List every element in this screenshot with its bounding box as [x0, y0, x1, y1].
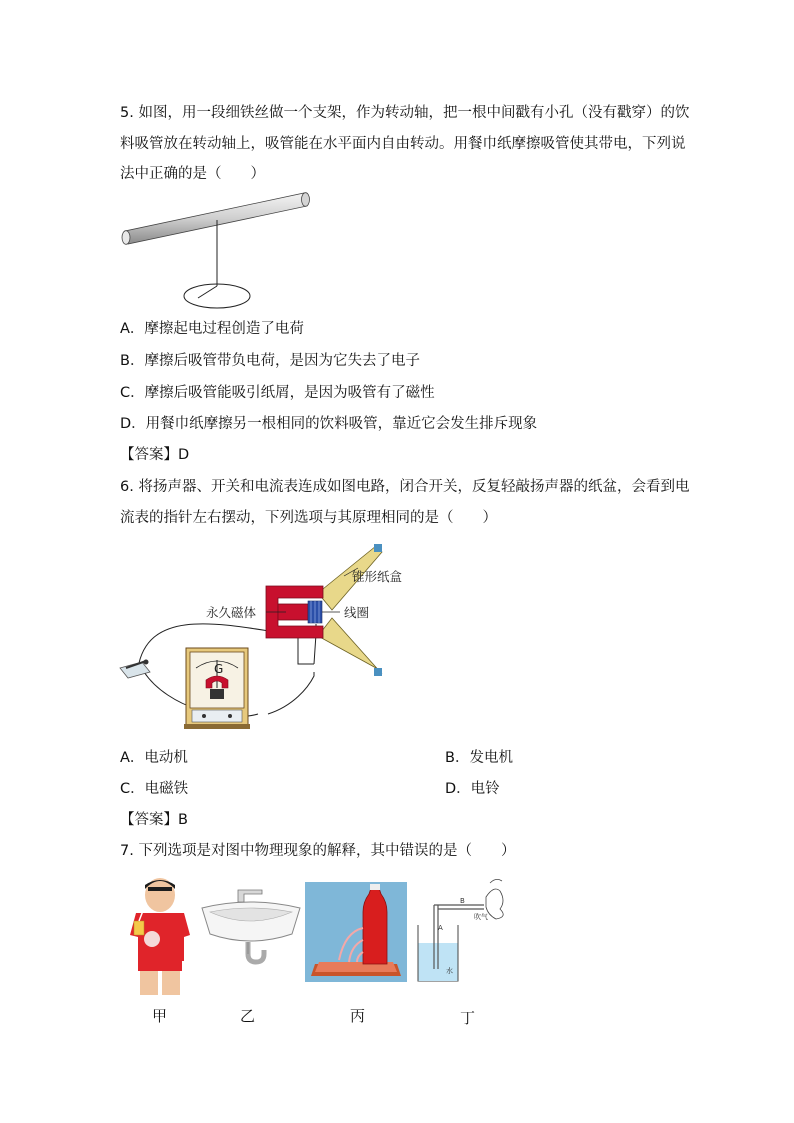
q5-option-c: C．摩擦后吸管能吸引纸屑，是因为吸管有了磁性 — [120, 385, 435, 401]
label-blow: 吹气 — [474, 913, 488, 921]
q5-straw-figure — [118, 190, 318, 312]
q5-text-line-1: 5. 如图，用一段细铁丝做一个支架，作为转动轴，把一根中间戳有小孔（没有戳穿）的饮 — [120, 105, 690, 121]
caption-yi: 乙 — [240, 1007, 256, 1025]
q6-answer: 【答案】B — [120, 812, 188, 828]
meter-unit-label: G — [214, 662, 224, 676]
label-water: 水 — [446, 967, 453, 975]
bottle-tray-figure — [305, 882, 407, 982]
q7-text-line: 7. 下列选项是对图中物理现象的解释，其中错误的是（ ） — [120, 843, 516, 859]
q6-option-b: B．发电机 — [445, 750, 513, 766]
voice-coil — [308, 601, 322, 623]
q5-option-d: D．用餐巾纸摩擦另一根相同的饮料吸管，靠近它会发生排斥现象 — [120, 416, 538, 432]
straw — [122, 193, 310, 245]
switch[interactable] — [120, 660, 150, 679]
q6-option-d: D．电铃 — [445, 781, 500, 797]
sink-figure — [200, 882, 302, 978]
q5-text-line-2: 料吸管放在转动轴上，吸管能在水平面内自由转动。用餐巾纸摩擦吸管使其带电，下列说 — [120, 136, 686, 152]
q6-text-line-2: 流表的指针左右摆动，下列选项与其原理相同的是（ ） — [120, 510, 497, 526]
label-cone: 锥形纸盒 — [352, 569, 403, 584]
caption-bing: 丙 — [350, 1007, 366, 1025]
label-a: A — [438, 924, 443, 932]
beaker-tubes-figure — [410, 875, 515, 985]
q6-option-c: C．电磁铁 — [120, 781, 189, 797]
boy-drinking-figure — [126, 875, 196, 997]
q6-option-a: A．电动机 — [120, 750, 188, 766]
label-magnet: 永久磁体 — [206, 605, 257, 620]
q5-answer: 【答案】D — [120, 447, 190, 463]
label-b: B — [460, 897, 465, 905]
q6-text-line-1: 6. 将扬声器、开关和电流表连成如图电路，闭合开关，反复轻敲扬声器的纸盆，会看到电 — [120, 479, 690, 495]
caption-jia: 甲 — [152, 1007, 168, 1025]
label-coil: 线圈 — [344, 605, 370, 620]
q5-text-line-3: 法中正确的是（ ） — [120, 166, 265, 182]
q6-speaker-circuit-figure — [118, 538, 408, 734]
galvanometer — [184, 648, 250, 729]
q5-option-a: A．摩擦起电过程创造了电荷 — [120, 321, 304, 337]
q5-option-b: B．摩擦后吸管带负电荷，是因为它失去了电子 — [120, 353, 420, 369]
stand-base — [184, 284, 250, 308]
caption-ding: 丁 — [460, 1009, 476, 1027]
